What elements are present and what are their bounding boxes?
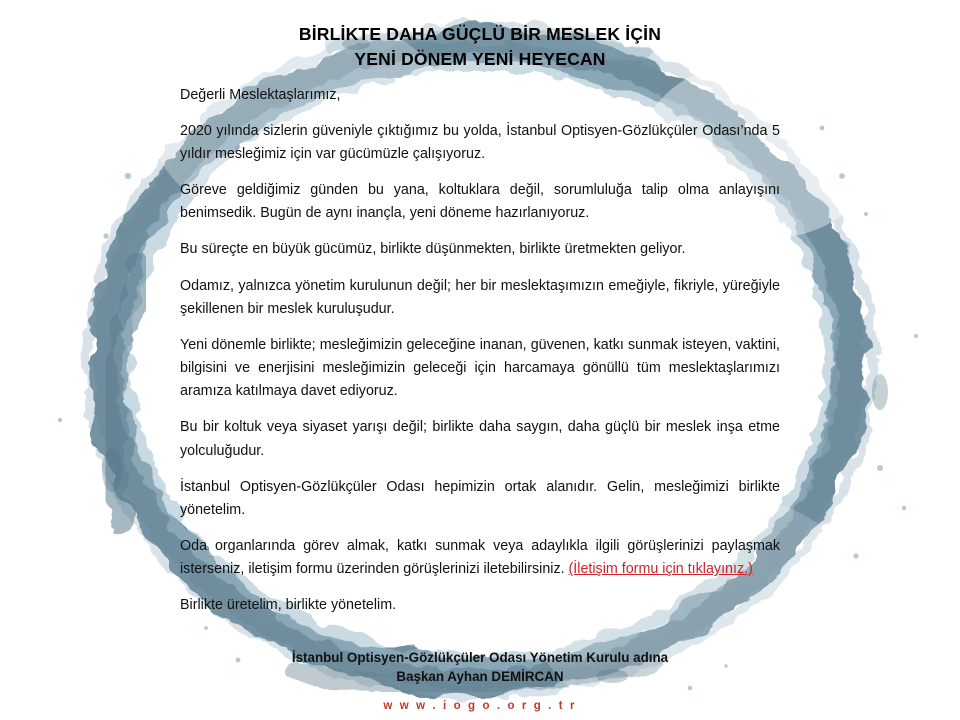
contact-paragraph xyxy=(180,535,780,581)
title-line-2: YENİ DÖNEM YENİ HEYECAN xyxy=(354,48,606,69)
greeting-text: Değerli Meslektaşlarımız, xyxy=(180,86,341,103)
signature-organization: İstanbul Optisyen-Gözlükçüler Odası Yönetim Kurulu adına xyxy=(291,650,669,665)
paragraph-6: Bu bir koltuk veya siyaset yarışı değil; birlikte daha saygın, daha güçlü bir meslek inşa etme yolculuğudur. xyxy=(180,419,780,459)
paragraph-3: Bu süreçte en büyük gücümüz, birlikte düşünmekten, birlikte üretmekten geliyor. xyxy=(180,241,686,258)
paragraph-7: İstanbul Optisyen-Gözlükçüler Odası hepimizin ortak alanıdır. Gelin, mesleğimizi birlikte yönetelim. xyxy=(180,478,780,518)
title-line-1: BİRLİKTE DAHA GÜÇLÜ BİR MESLEK İÇİN xyxy=(298,24,662,44)
contact-paragraph-text: Oda organlarında görev almak, katkı sunmak veya adaylıkla ilgili görüşlerinizi paylaşmak isterseniz, iletişim formu üzerinden görüşlerinizi iletebilirsiniz. xyxy=(180,538,780,578)
page-title xyxy=(180,22,780,72)
closing-text: Birlikte üretelim, birlikte yönetelim. xyxy=(180,597,397,614)
paragraph-2: Göreve geldiğimiz günden bu yana, koltuklara değil, sorumluluğa talip olma anlayışını benimsedik. Bugün de aynı inançla, yeni döneme hazırlanıyoruz. xyxy=(180,182,780,222)
paragraph-1: 2020 yılında sizlerin güveniyle çıktığımız bu yolda, İstanbul Optisyen-Gözlükçüler Odası’nda 5 yıldır mesleğimiz için var gücümüzle çalışıyoruz. xyxy=(180,122,780,162)
paragraph-5: Yeni dönemle birlikte; mesleğimizin geleceğine inanan, güvenen, katkı sunmak isteyen, vaktini, bilgisini ve enerjisini mesleğimizin geleceği için harcamaya gönüllü tüm meslektaşlarımızı aramıza katılmaya davet ediyoruz. xyxy=(180,336,780,400)
contact-form-link[interactable]: (İletişim formu için tıklayınız.) xyxy=(568,561,753,578)
paragraph-4: Odamız, yalnızca yönetim kurulunun değil; her bir meslektaşımızın emeğiyle, fikriyle, yüreğiyle şekillenen bir meslek kuruluşudur. xyxy=(180,277,780,317)
letter-body xyxy=(180,22,780,626)
website-url[interactable]: w w w . i o g o . o r g . t r xyxy=(383,700,577,712)
signature-name: Başkan Ayhan DEMİRCAN xyxy=(396,669,564,685)
signature-block xyxy=(180,648,780,687)
